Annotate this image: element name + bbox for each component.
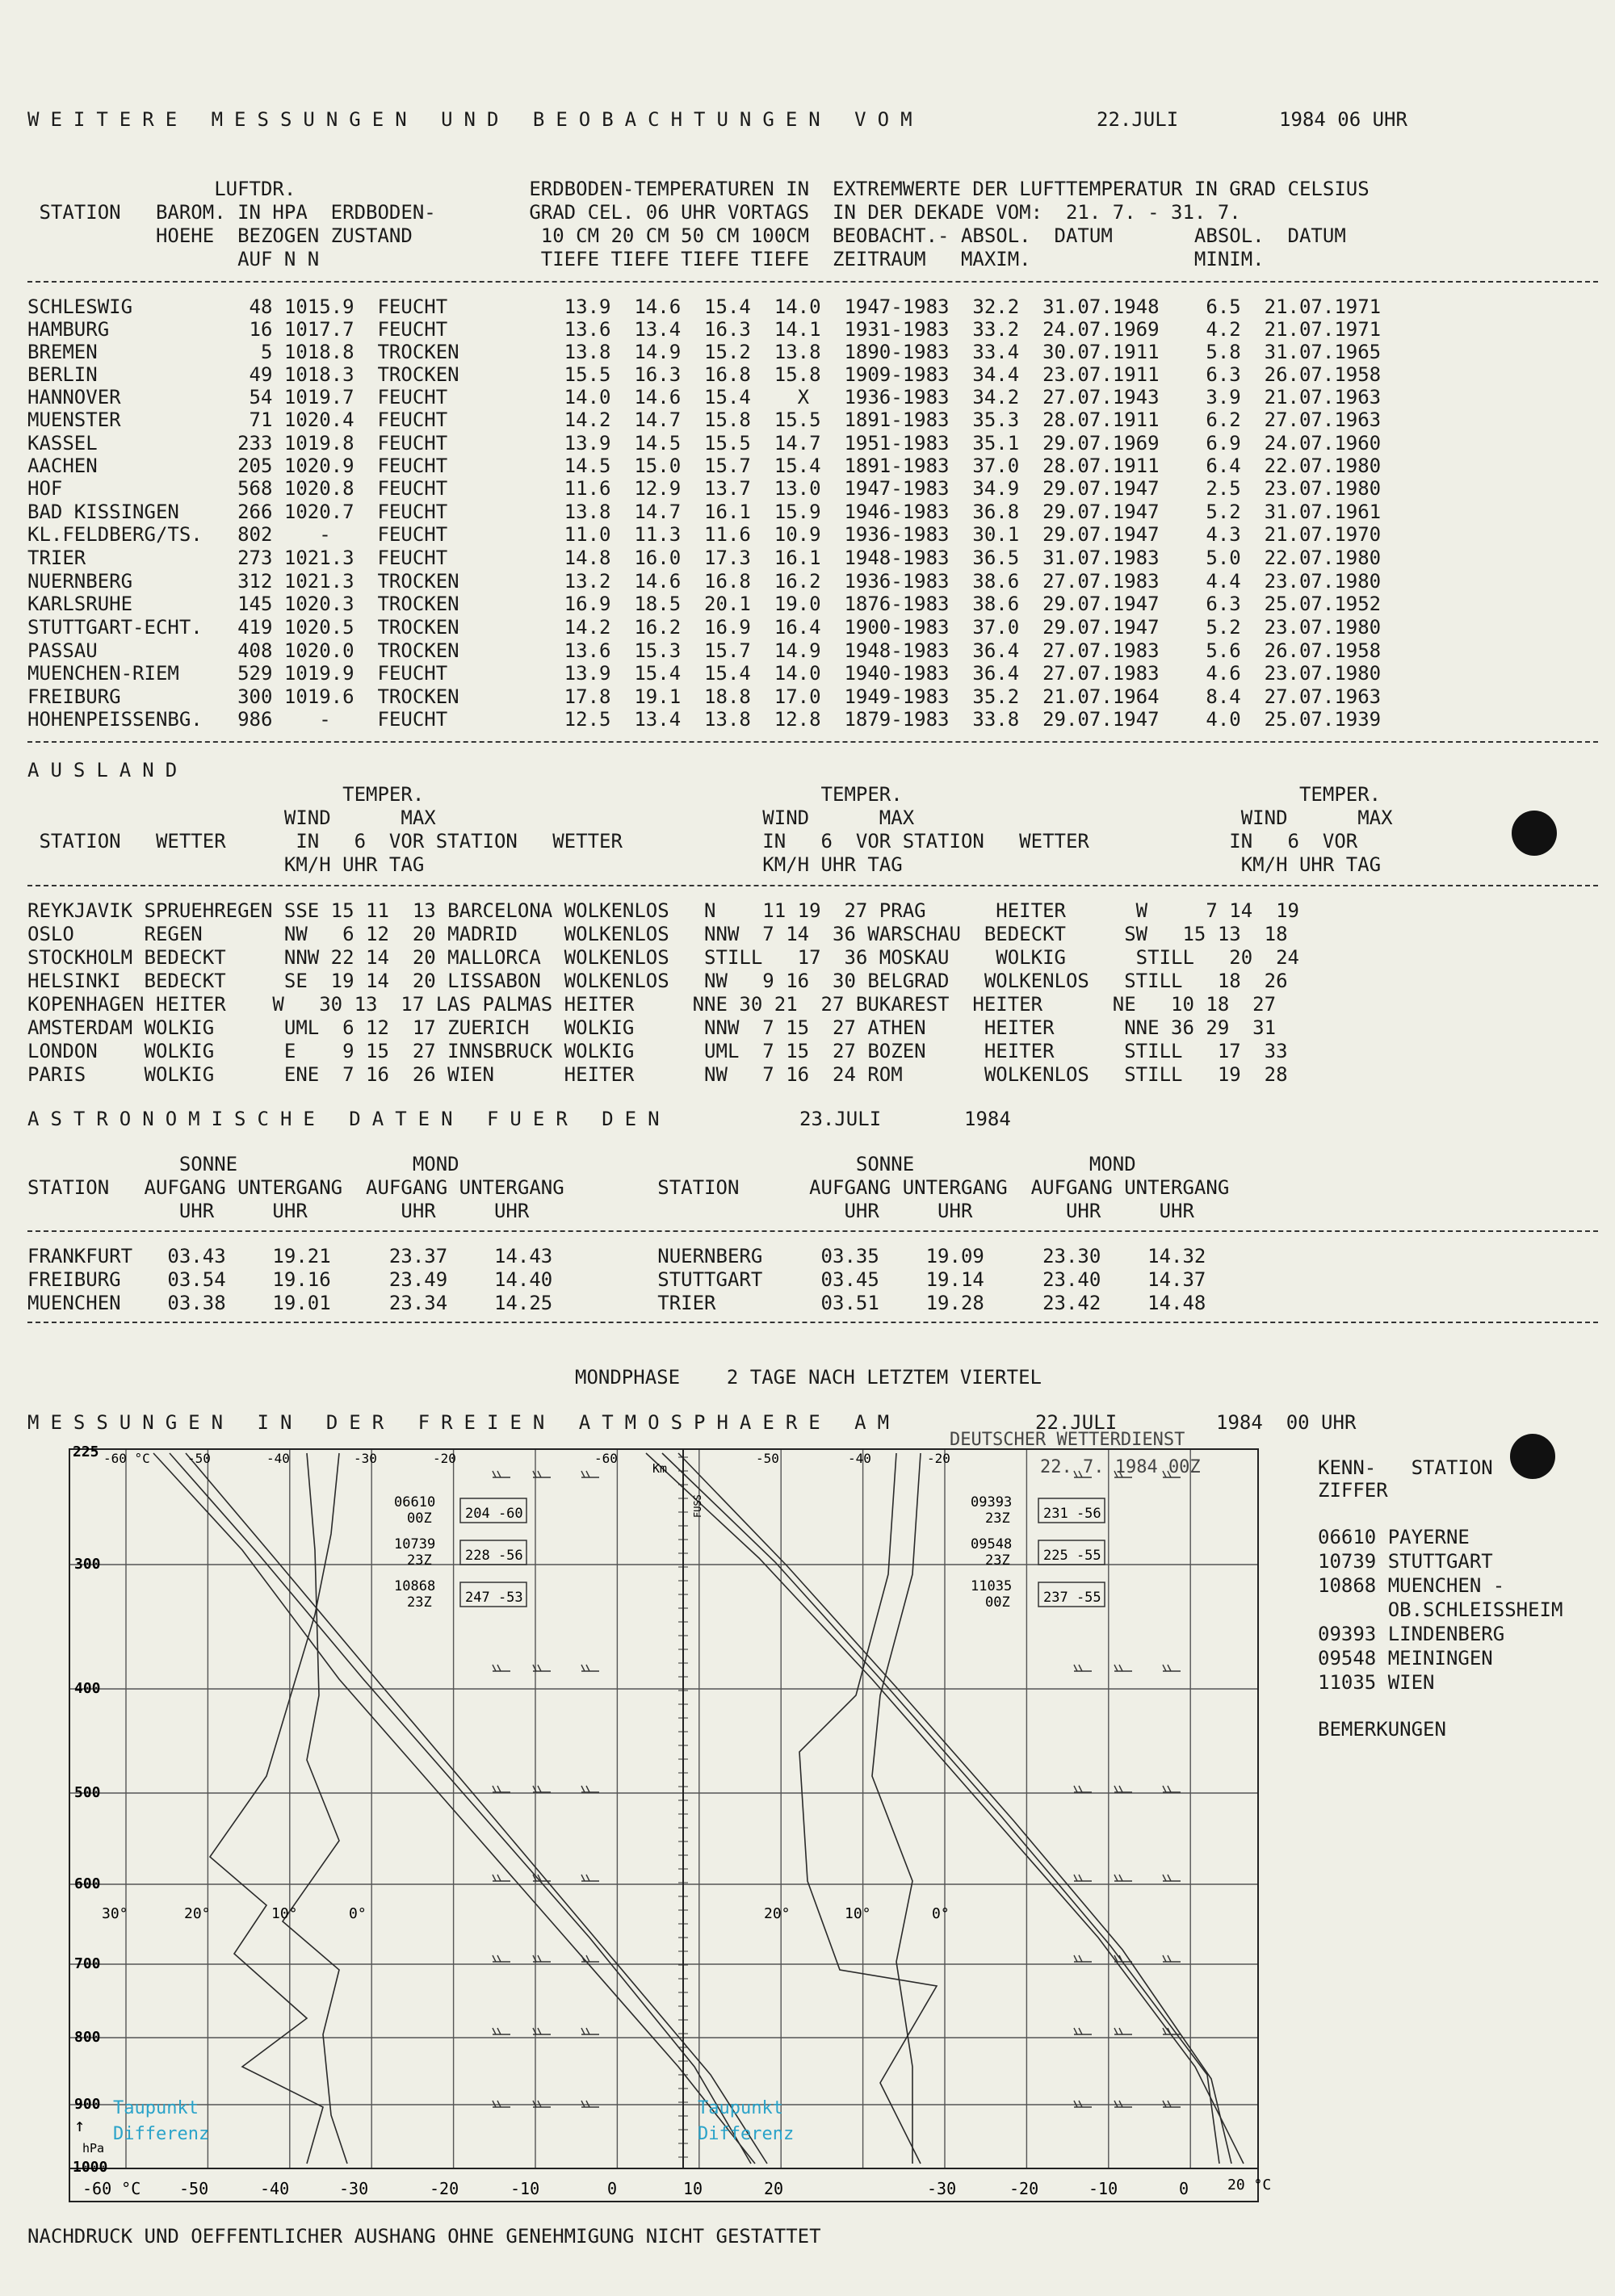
header-date: 22.JULI (1097, 108, 1179, 131)
atmos-time: 1984 00 UHR (1216, 1411, 1357, 1434)
table-row: HANNOVER 54 1019.7 FEUCHT 14.0 14.6 15.4 X 1936-1983 34.2 27.07.1943 3.9 21.07.1963 (27, 386, 1382, 409)
legend-item: OB.SCHLEISSHEIM (1318, 1598, 1563, 1621)
station-time: 00Z (407, 1510, 432, 1527)
bottom-tick: -10 (1089, 2179, 1118, 2198)
bottom-tick: 10 (683, 2179, 703, 2198)
table-row: BAD KISSINGEN 266 1020.7 FEUCHT 13.8 14.7 16.1 15.9 1946-1983 36.8 29.07.1947 5.2 31.07.1961 (27, 501, 1382, 523)
pressure-label: 700 (74, 1955, 101, 1972)
station-time: 23Z (407, 1594, 432, 1611)
pressure-label: 400 (74, 1680, 101, 1697)
legend-header: KENN- STATION ZIFFER (1318, 1456, 1493, 1502)
table-row: KL.FELDBERG/TS. 802 - FEUCHT 11.0 11.3 11.6 10.9 1936-1983 30.1 29.07.1947 4.3 21.07.1970 (27, 523, 1382, 546)
remarks-label: BEMERKUNGEN (1318, 1718, 1446, 1741)
astro-year: 1984 (964, 1108, 1011, 1130)
footer-notice: NACHDRUCK UND OEFFENTLICHER AUSHANG OHNE GENEHMIGUNG NICHT GESTATTET (27, 2225, 821, 2248)
astro-header-1: SONNE MOND SONNE MOND (27, 1153, 1136, 1175)
table-row: KARLSRUHE 145 1020.3 TROCKEN 16.9 18.5 20.1 19.0 1876-1983 38.6 29.07.1947 6.3 25.07.1952 (27, 593, 1382, 615)
mondphase-text: MONDPHASE 2 TAGE NACH LETZTEM VIERTEL (575, 1366, 1042, 1389)
station-box-right-2 (971, 1536, 1105, 1569)
bottom-tick: -50 (179, 2179, 209, 2198)
station-time: 00Z (985, 1594, 1010, 1611)
ausland-header-4: KM/H UHR TAG KM/H UHR TAG KM/H UHR TAG (27, 853, 1382, 876)
station-id: 11035 (971, 1578, 1013, 1594)
pressure-label: 600 (74, 1875, 101, 1892)
top-tick: -40 (266, 1451, 290, 1466)
pressure-label: 500 (74, 1784, 101, 1801)
legend-item: 09548 MEININGEN (1318, 1647, 1493, 1670)
ausland-header-3: STATION WETTER IN 6 VOR STATION WETTER IN 6 VOR STATION WETTER IN 6 VOR (27, 830, 1358, 853)
bottom-tick: 20 °C (1227, 2177, 1272, 2193)
pressure-label: 300 (74, 1556, 101, 1573)
table-row: TRIER 273 1021.3 FEUCHT 14.8 16.0 17.3 16.1 1948-1983 36.5 31.07.1983 5.0 22.07.1980 (27, 547, 1382, 569)
bottom-tick: -30 (339, 2179, 369, 2198)
legend-item: 09393 LINDENBERG (1318, 1623, 1505, 1645)
table-row: HOF 568 1020.8 FEUCHT 11.6 12.9 13.7 13.0 1947-1983 34.9 29.07.1947 2.5 23.07.1980 (27, 477, 1382, 500)
dpd-tick: 30° (102, 1905, 128, 1922)
station-time: 23Z (985, 1510, 1010, 1527)
page-title: WEITERE MESSUNGEN UND BEOBACHTUNGEN VOM (27, 108, 924, 131)
table-row: STOCKHOLM BEDECKT NNW 22 14 20 MALLORCA WOLKENLOS STILL 17 36 MOSKAU WOLKIG STILL 20 24 (27, 946, 1299, 969)
atmos-date: 22.JULI (1035, 1411, 1118, 1434)
bottom-tick: -10 (510, 2179, 540, 2198)
pressure-label: 225 (73, 1443, 99, 1460)
station-value: 231 -56 (1043, 1506, 1101, 1522)
section-title-astro: ASTRONOMISCHE DATEN FUER DEN (27, 1108, 671, 1130)
table-row: MUENCHEN 03.38 19.01 23.34 14.25 TRIER 03.51 19.28 23.42 14.48 (27, 1292, 1206, 1314)
top-tick: -60 (594, 1451, 618, 1466)
table-row: BERLIN 49 1018.3 TROCKEN 15.5 16.3 16.8 15.8 1909-1983 34.4 23.07.1911 6.3 26.07.1958 (27, 363, 1382, 386)
station-box-left-2 (394, 1536, 526, 1569)
legend-item: 10868 MUENCHEN - (1318, 1574, 1505, 1597)
top-tick: -40 (848, 1451, 871, 1466)
pressure-label: 800 (74, 2029, 101, 2046)
table-row: FRANKFURT 03.43 19.21 23.37 14.43 NUERNBERG 03.35 19.09 23.30 14.32 (27, 1245, 1206, 1267)
header-time: 1984 06 UHR (1279, 108, 1407, 131)
table-row: PASSAU 408 1020.0 TROCKEN 13.6 15.3 15.7 14.9 1948-1983 36.4 27.07.1983 5.6 26.07.1958 (27, 639, 1382, 662)
bottom-tick: -20 (430, 2179, 459, 2198)
table-row: REYKJAVIK SPRUEHREGEN SSE 15 11 13 BARCELONA WOLKENLOS N 11 19 27 PRAG HEITER W 7 14 19 (27, 899, 1299, 922)
table-row: LONDON WOLKIG E 9 15 27 INNSBRUCK WOLKIG UML 7 15 27 BOZEN HEITER STILL 17 33 (27, 1040, 1288, 1062)
dpd-tick: 20° (184, 1905, 211, 1922)
top-tick: -50 (756, 1451, 779, 1466)
ausland-header-2: WIND MAX WIND MAX WIND MAX (27, 807, 1393, 829)
table-row: SCHLESWIG 48 1015.9 FEUCHT 13.9 14.6 15.4 14.0 1947-1983 32.2 31.07.1948 6.5 21.07.1971 (27, 295, 1382, 318)
taupunkt-label-right: Taupunkt (698, 2098, 783, 2118)
fuss-label: FUSS (692, 1494, 703, 1518)
ausland-header-1: TEMPER. TEMPER. TEMPER. (27, 783, 1382, 806)
table-row: STUTTGART-ECHT. 419 1020.5 TROCKEN 14.2 16.2 16.9 16.4 1900-1983 37.0 29.07.1947 5.2 23.07.1980 (27, 616, 1382, 639)
station-value: 225 -55 (1043, 1548, 1101, 1564)
stamp-line1: DEUTSCHER WETTERDIENST (950, 1430, 1185, 1450)
table-row: NUERNBERG 312 1021.3 TROCKEN 13.2 14.6 16.8 16.2 1936-1983 38.6 27.07.1983 4.4 23.07.1980 (27, 570, 1382, 593)
bottom-tick: 0 (607, 2179, 618, 2198)
legend-item: 06610 PAYERNE (1318, 1526, 1470, 1548)
bottom-tick: -30 (927, 2179, 957, 2198)
bottom-tick: -20 (1009, 2179, 1039, 2198)
pressure-label: 1000 (73, 2159, 108, 2176)
legend-item: 11035 WIEN (1318, 1671, 1435, 1694)
stamp-line2: 22. 7. 1984 00Z (1040, 1457, 1201, 1477)
table-row: KOPENHAGEN HEITER W 30 13 17 LAS PALMAS HEITER NNE 30 21 27 BUKAREST HEITER NE 10 18 27 (27, 993, 1277, 1016)
dpd-tick: 20° (764, 1905, 791, 1922)
bottom-tick: 20 (764, 2179, 784, 2198)
station-id: 10868 (394, 1578, 436, 1594)
table-row: HAMBURG 16 1017.7 FEUCHT 13.6 13.4 16.3 14.1 1931-1983 33.2 24.07.1969 4.2 21.07.1971 (27, 318, 1382, 341)
taupunkt-label-left: Taupunkt (113, 2098, 199, 2118)
dpd-tick: 10° (845, 1905, 871, 1922)
section-title-ausland: AUSLAND (27, 759, 189, 781)
legend-item: 10739 STUTTGART (1318, 1550, 1493, 1573)
inland-header-3: HOEHE BEZOGEN ZUSTAND 10 CM 20 CM 50 CM 100CM BEOBACHT.- ABSOL. DATUM ABSOL. DATUM (27, 224, 1346, 247)
table-row: MUENSTER 71 1020.4 FEUCHT 14.2 14.7 15.8 15.5 1891-1983 35.3 28.07.1911 6.2 27.07.1963 (27, 409, 1382, 431)
inland-header-1: LUFTDR. ERDBODEN-TEMPERATUREN IN EXTREMWERTE DER LUFTTEMPERATUR IN GRAD CELSIUS (27, 178, 1370, 200)
station-value: 228 -56 (465, 1548, 523, 1564)
astro-header-3: UHR UHR UHR UHR UHR UHR UHR UHR (27, 1200, 1194, 1222)
inland-header-2: STATION BAROM. IN HPA ERDBODEN- GRAD CEL. 06 UHR VORTAGS IN DER DEKADE VOM: 21. 7. - 31. 7. (27, 201, 1241, 224)
table-row: HOHENPEISSENBG. 986 - FEUCHT 12.5 13.4 13.8 12.8 1879-1983 33.8 29.07.1947 4.0 25.07.1939 (27, 708, 1382, 731)
pressure-unit: hPa (82, 2141, 105, 2156)
dpd-tick: 0° (932, 1905, 950, 1922)
table-row: HELSINKI BEDECKT SE 19 14 20 LISSABON WOLKENLOS NW 9 16 30 BELGRAD WOLKENLOS STILL 18 26 (27, 970, 1288, 992)
astro-date: 23.JULI (799, 1108, 882, 1130)
wind-barbs (493, 1471, 1181, 2107)
station-box-right-1 (971, 1494, 1105, 1527)
top-tick: -20 (433, 1451, 456, 1466)
station-value: 237 -55 (1043, 1590, 1101, 1606)
table-row: AACHEN 205 1020.9 FEUCHT 14.5 15.0 15.7 15.4 1891-1983 37.0 28.07.1911 6.4 22.07.1980 (27, 455, 1382, 477)
pressure-label: 900 (74, 2096, 101, 2113)
dpd-tick: 10° (271, 1905, 298, 1922)
top-tick: -30 (354, 1451, 377, 1466)
top-tick: -60 °C (103, 1451, 150, 1466)
table-row: MUENCHEN-RIEM 529 1019.9 FEUCHT 13.9 15.4 15.4 14.0 1940-1983 36.4 27.07.1983 4.6 23.07.1980 (27, 662, 1382, 685)
station-time: 23Z (407, 1552, 432, 1569)
station-box-left-3 (394, 1578, 526, 1611)
top-tick: -20 (927, 1451, 950, 1466)
station-time: 23Z (985, 1552, 1010, 1569)
table-row: BREMEN 5 1018.8 TROCKEN 13.8 14.9 15.2 13.8 1890-1983 33.4 30.07.1911 5.8 31.07.1965 (27, 341, 1382, 363)
bottom-tick: 0 (1179, 2179, 1189, 2198)
differenz-label-right: Differenz (698, 2124, 795, 2144)
table-row: OSLO REGEN NW 6 12 20 MADRID WOLKENLOS NNW 7 14 36 WARSCHAU BEDECKT SW 15 13 18 (27, 923, 1288, 945)
station-value: 204 -60 (465, 1506, 523, 1522)
astro-header-2: STATION AUFGANG UNTERGANG AUFGANG UNTERGANG STATION AUFGANG UNTERGANG AUFGANG UNTERGANG (27, 1176, 1230, 1199)
bottom-tick: -40 (260, 2179, 290, 2198)
station-box-left-1 (394, 1494, 526, 1527)
arrow-up-icon: ↑ (74, 2116, 86, 2136)
km-label: Km (652, 1461, 668, 1476)
top-tick: -50 (187, 1451, 211, 1466)
bottom-tick: -60 °C (82, 2179, 141, 2198)
dpd-tick: 0° (349, 1905, 367, 1922)
table-row: KASSEL 233 1019.8 FEUCHT 13.9 14.5 15.5 14.7 1951-1983 35.1 29.07.1969 6.9 24.07.1960 (27, 432, 1382, 455)
station-id: 10739 (394, 1536, 436, 1552)
station-id: 09548 (971, 1536, 1013, 1552)
station-value: 247 -53 (465, 1590, 523, 1606)
station-id: 06610 (394, 1494, 436, 1510)
table-row: FREIBURG 03.54 19.16 23.49 14.40 STUTTGART 03.45 19.14 23.40 14.37 (27, 1268, 1206, 1291)
table-row: FREIBURG 300 1019.6 TROCKEN 17.8 19.1 18.8 17.0 1949-1983 35.2 21.07.1964 8.4 27.07.1963 (27, 685, 1382, 708)
station-box-right-3 (971, 1578, 1105, 1611)
section-title-atmos: MESSUNGEN IN DER FREIEN ATMOSPHAERE AM (27, 1411, 901, 1434)
inland-header-4: AUF N N TIEFE TIEFE TIEFE TIEFE ZEITRAUM MAXIM. MINIM. (27, 248, 1265, 270)
table-row: PARIS WOLKIG ENE 7 16 26 WIEN HEITER NW 7 16 24 ROM WOLKENLOS STILL 19 28 (27, 1063, 1288, 1086)
station-id: 09393 (971, 1494, 1013, 1510)
differenz-label-left: Differenz (113, 2124, 210, 2144)
table-row: AMSTERDAM WOLKIG UML 6 12 17 ZUERICH WOLKIG NNW 7 15 27 ATHEN HEITER NNE 36 29 31 (27, 1016, 1277, 1039)
